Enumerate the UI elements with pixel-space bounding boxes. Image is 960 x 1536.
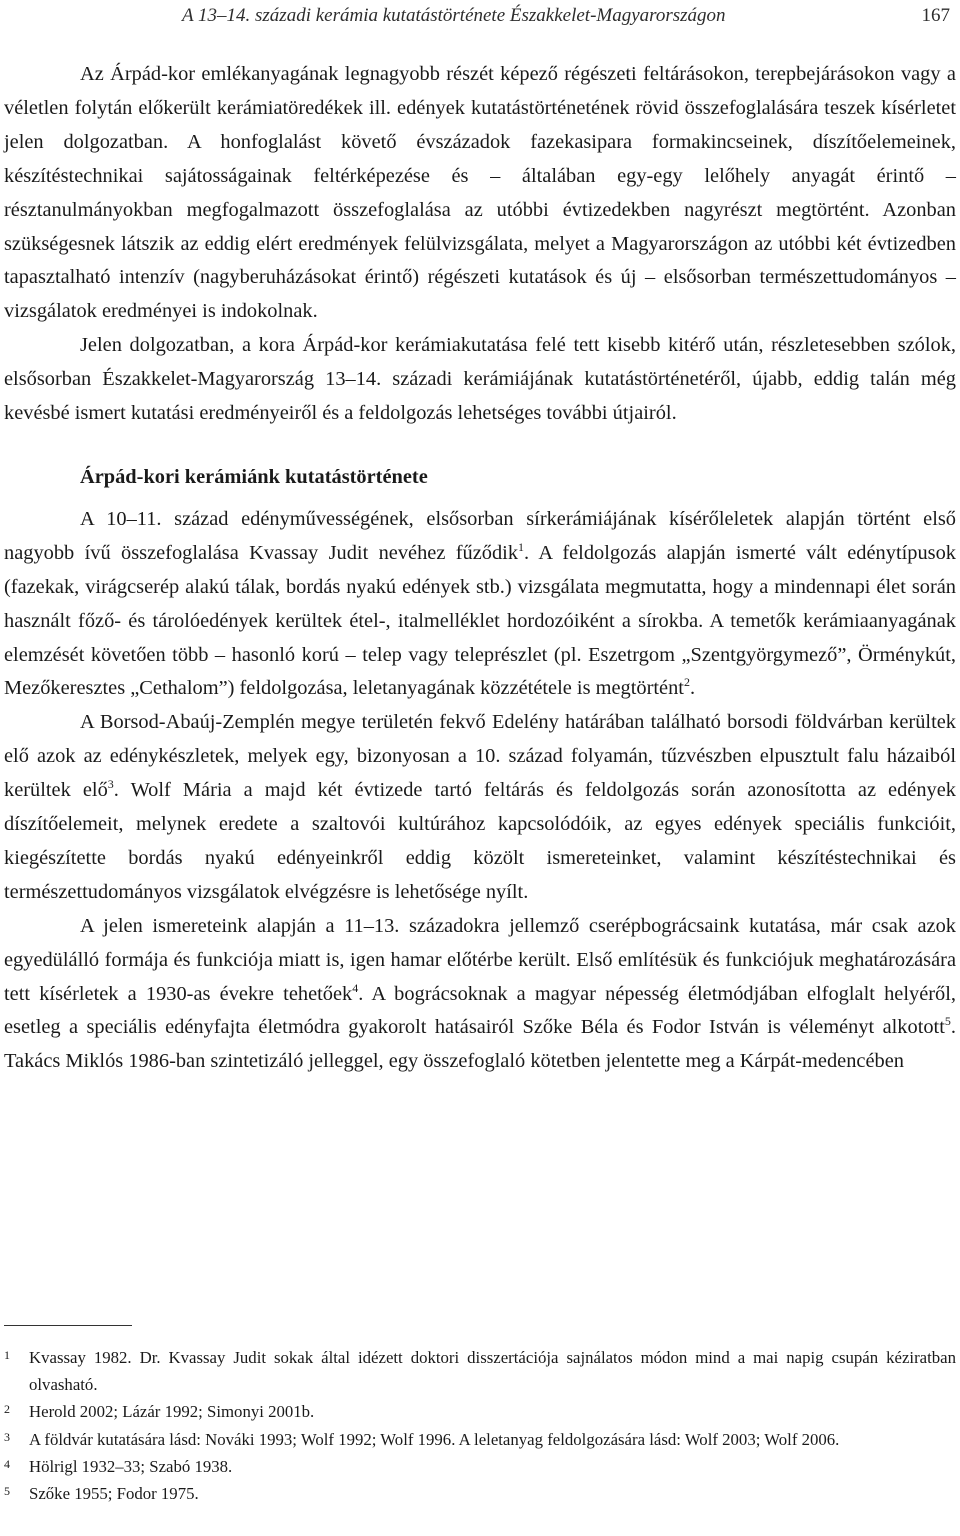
footnote-ref-5[interactable]: 5 bbox=[944, 1014, 951, 1029]
section-heading: Árpád-kori kerámiánk kutatástörténete bbox=[80, 465, 428, 488]
footnote-text: A földvár kutatására lásd: Nováki 1993; Wolf 1992; Wolf 1996. A leletanyag feldolgozására lásd: Wolf 2003; Wolf 2006. bbox=[29, 1429, 840, 1449]
intro-paragraph-1: Az Árpád-kor emlékanyagának legnagyobb részét képező régészeti feltárásokon, terepbejárásokon vagy a véletlen folytán előkerült kerámiatöredékek ill. edények kutatástörténetének rövid összefoglalására teszek kísérletet jelen dolgozatban. A honfoglalást követő évszázadok fazekasipara formakincseinek, díszítőelemeinek, készítéstechnikai sajátosságainak feltérképezése és – általában egy-egy lelőhely anyagát érintő – résztanulmányokban megfogalmazott összefoglalása az utóbbi évtizedekben nagyrészt megtörtént. Azonban szükségesnek látszik az eddig elért eredmények felülvizsgálata, melyet a Magyarországon az utóbbi két évtizedben tapasztalható intenzív (nagyberuházásokat érintő) régészeti kutatások és új – elsősorban természettudományos – vizsgálatok eredményei is indokolnak. bbox=[4, 63, 956, 323]
footnote-text: Szőke 1955; Fodor 1975. bbox=[29, 1484, 199, 1504]
footnote-5 bbox=[4, 1480, 956, 1507]
footnote-1 bbox=[4, 1344, 956, 1398]
section-paragraph-2: A Borsod-Abaúj-Zemplén megye területén fekvő Edelény határában található borsodi földvárban kerültek elő azok az edénykészletek, melyek egy, bizonyosan a 10. század folyamán, tűzvészben elpusztult falu házaiból kerültek elő$^3$. Wolf Mária a majd két évtizede tartó feltárás és feldolgozás során azonosította az edények díszítőelemeit, melynek eredete a szaltovói kultúrához kapcsolódóik, az egyes edények speciális funkcióit, kiegészítette bordás nyakú edényeinkről eddig közölt ismereteinket, valamint készítéstechnikai és természettudományos vizsgálatok elvégzésre is lehetősége nyílt. bbox=[4, 711, 956, 903]
footnote-number: 1 bbox=[4, 1348, 10, 1362]
footnote-ref-2[interactable]: 2 bbox=[683, 675, 690, 690]
footnote-ref-1[interactable]: 1 bbox=[518, 539, 525, 554]
section-paragraph-3: A jelen ismereteink alapján a 11–13. századokra jellemző cserépbográcsaink kutatása, már csak azok egyedülálló formája és funkciója miatt is, igen hamar előtérbe került. Első említésük és funkciójuk meghatározására tett kísérletek a 1930-as évekre tehetőek$^4$. A bográcsoknak a magyar népesség életmódjában elfoglalt helyéről, esetleg a speciális edényfajta életmódra gyakorolt hatásairól Szőke Béla és Fodor István is véleményt alkotott$^5$. Takács Miklós 1986-ban szintetizáló jelleggel, egy összefoglaló kötetben jelentette meg a Kárpát-medencében bbox=[4, 914, 956, 1073]
footnote-4 bbox=[4, 1453, 956, 1480]
footnote-number: 3 bbox=[4, 1429, 10, 1444]
running-title: A 13–14. századi kerámia kutatástörténete Északkelet-Magyarországon bbox=[182, 5, 726, 26]
running-header bbox=[4, 2, 956, 32]
footnote-text: Kvassay 1982. Dr. Kvassay Judit sokak által idézett doktori disszertációja sajnálatos módon mind a mai napig csupán kéziratban olvasható. bbox=[29, 1348, 956, 1395]
footnotes bbox=[4, 1344, 956, 1507]
footnote-ref-4[interactable]: 4 bbox=[352, 980, 359, 995]
footnote-divider bbox=[4, 1325, 132, 1326]
page-number: 167 bbox=[921, 5, 950, 26]
footnote-text: Herold 2002; Lázár 1992; Simonyi 2001b. bbox=[29, 1402, 315, 1422]
footnote-number: 2 bbox=[4, 1402, 10, 1417]
section-paragraph-1: A 10–11. század edényművességének, elsősorban sírkerámiájának kísérőleletek alapján történt első nagyobb ívű összefoglalása Kvassay Judit nevéhez fűződik$^1$. A feldolgozás alapján ismerté vált edénytípusok (fazekak, virágcserép alakú tálak, bordás nyakú edények stb.) vizsgálata megmutatta, hogy a mindennapi élet során használt főző- és tárolóedények kerültek étel-, italmelléklet hordozóiként a sírokba. A temetők kerámiaanyagának elemzését követően több – hasonló korú – telep vagy teleprészlet (pl. Eszetrgom „Szentgyörgymező”, Örménykút, Mezőkeresztes „Cethalom”) feldolgozása, leletanyagának közzététele is megtörtént$^2$. bbox=[4, 507, 956, 700]
intro-paragraph-2: Jelen dolgozatban, a kora Árpád-kor kerámiakutatása felé tett kisebb kitérő után, részletesebben szólok, elsősorban Északkelet-Magyarország 13–14. századi kerámiájának kutatástörténetéről, újabb, eddig talán még kevésbé ismert kutatási eredményeiről és a feldolgozás lehetséges további útjairól. bbox=[4, 334, 956, 425]
footnote-3 bbox=[4, 1426, 956, 1453]
footnote-2 bbox=[4, 1398, 956, 1425]
main-text bbox=[4, 58, 956, 1079]
footnote-ref-3[interactable]: 3 bbox=[107, 777, 114, 792]
footnote-text: Hölrigl 1932–33; Szabó 1938. bbox=[29, 1456, 233, 1476]
footnote-number: 4 bbox=[4, 1456, 10, 1471]
footnote-number: 5 bbox=[4, 1484, 10, 1499]
